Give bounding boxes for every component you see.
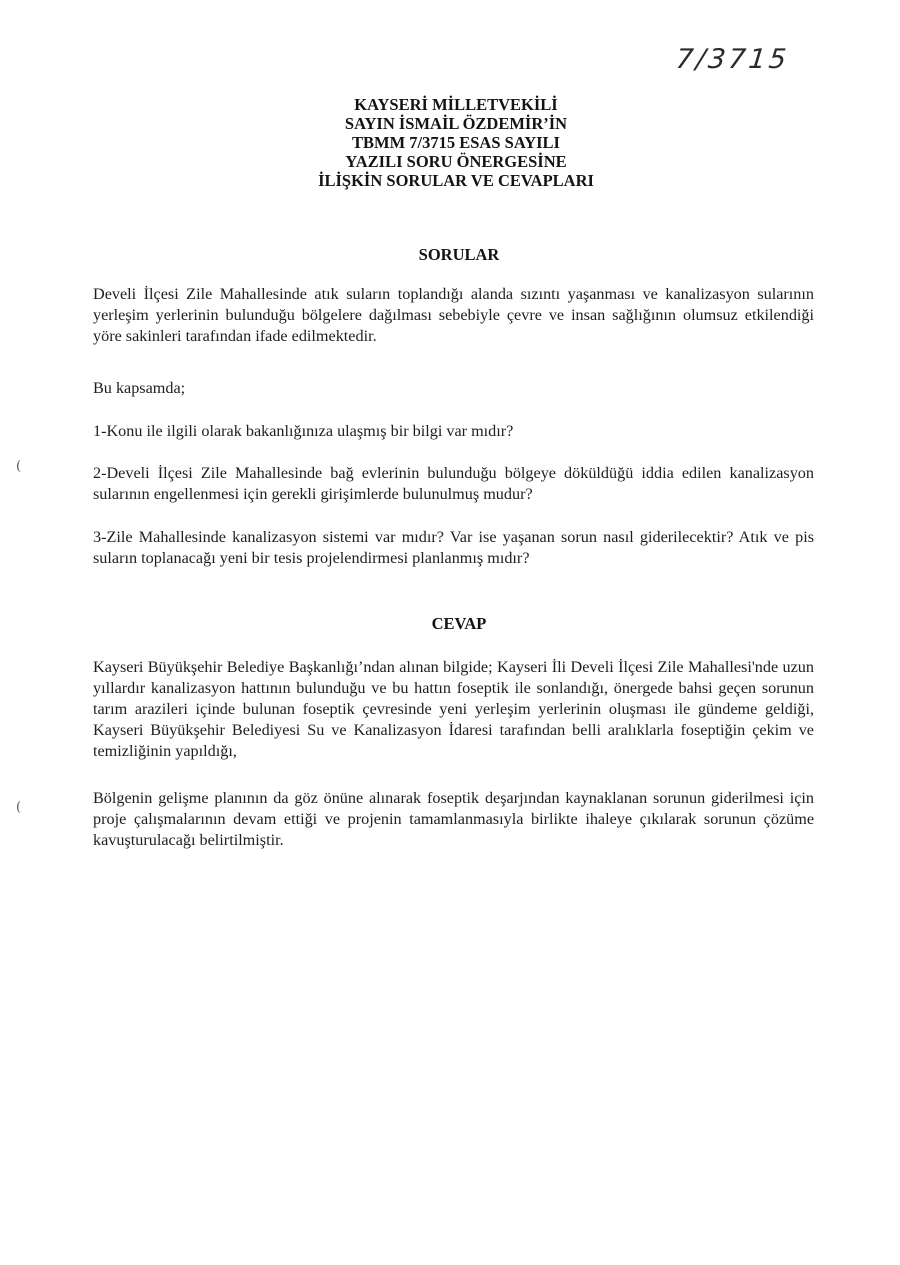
- scope-line: Bu kapsamda;: [93, 379, 186, 397]
- question-2: 2-Develi İlçesi Zile Mahallesinde bağ evlerinin bulunduğu bölgeye döküldüğü iddia edilen kanalizasyon sularının engellenmesi için gerekli girişimlerde bulunulmuş mudur?: [93, 464, 814, 503]
- question-3: 3-Zile Mahallesinde kanalizasyon sistemi var mıdır? Var ise yaşanan sorun nasıl giderilecektir? Atık ve pis suların toplanacağı yeni bir tesis projelendirmesi planlanmış mıdır?: [93, 528, 814, 567]
- answer-paragraph-1: Kayseri Büyükşehir Belediye Başkanlığı’ndan alınan bilgide; Kayseri İli Develi İlçesi Zile Mahallesi'nde uzun yıllardır kanalizasyon hattının bulunduğu ve bu hattın foseptik ile sonlandığı, önergede bahsi geçen sorunun tarım arazileri içinde bulunan foseptik çevresinde yeni yerleşim yerlerinin oluşması ile gündeme geldiği, Kayseri Büyükşehir Belediyesi Su ve Kanalizasyon İdaresi tarafından belli aralıklarla foseptiğin çekim ve temizliğinin yapıldığı,: [93, 658, 814, 760]
- questions-intro-paragraph: Develi İlçesi Zile Mahallesinde atık suların toplandığı alanda sızıntı yaşanması ve kanalizasyon sularının yerleşim yerlerinin bulunduğu bölgelere dağılması sebebiyle çevre ve insan sağlığının olumsuz etkilendiği yöre sakinleri tarafından ifade edilmektedir.: [93, 285, 814, 345]
- margin-binding-mark: (: [16, 800, 22, 815]
- title-line: SAYIN İSMAİL ÖZDEMİR’İN: [344, 114, 568, 133]
- handwritten-reference-number: 7/3715: [674, 44, 791, 75]
- title-line: İLİŞKİN SORULAR VE CEVAPLARI: [318, 171, 594, 190]
- question-1: 1-Konu ile ilgili olarak bakanlığınıza ulaşmış bir bilgi var mıdır?: [93, 422, 514, 440]
- answer-heading: CEVAP: [431, 614, 487, 633]
- title-line: KAYSERİ MİLLETVEKİLİ: [354, 95, 558, 114]
- margin-binding-mark: (: [16, 459, 22, 474]
- title-line: TBMM 7/3715 ESAS SAYILI: [352, 133, 560, 152]
- document-title: [0, 95, 900, 190]
- title-line: YAZILI SORU ÖNERGESİNE: [345, 152, 567, 171]
- questions-heading: SORULAR: [418, 245, 500, 264]
- answer-paragraph-2: Bölgenin gelişme planının da göz önüne alınarak foseptik deşarjından kaynaklanan sorunun giderilmesi için proje çalışmalarının devam ettiği ve projenin tamamlanmasıyla birlikte ihaleye çıkılarak sorunun çözüme kavuşturulacağı belirtilmiştir.: [93, 789, 814, 849]
